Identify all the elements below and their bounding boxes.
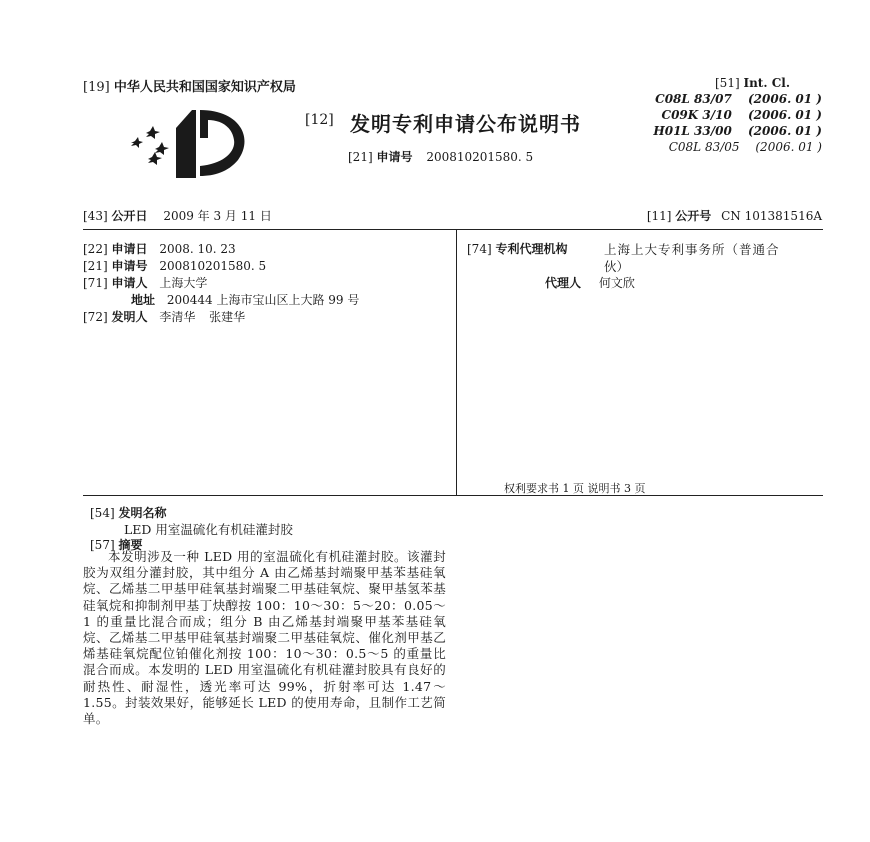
ipc-class-3 xyxy=(653,124,822,138)
ipc-date: (2006. 01 ) xyxy=(755,140,822,154)
ipc-date: (2006. 01 ) xyxy=(748,124,822,138)
office-line xyxy=(83,76,296,95)
office-name: 中华人民共和国国家知识产权局 xyxy=(113,80,296,95)
inventor-row xyxy=(83,308,245,325)
invention-title: LED 用室温硫化有机硅灌封胶 xyxy=(124,522,293,537)
ipc-code: C08L 83/07 xyxy=(655,92,732,106)
pub-no-label: 公开号 xyxy=(675,209,712,223)
title-code: [54] xyxy=(90,506,115,520)
filing-date-code: [22] xyxy=(83,242,108,256)
header-app-no xyxy=(348,148,533,165)
address-label: 地址 xyxy=(131,293,156,307)
pub-date-code: [43] xyxy=(83,209,108,223)
pub-date-line xyxy=(83,207,272,224)
header-app-no-label: 申请号 xyxy=(376,150,413,164)
applicant-value: 上海大学 xyxy=(159,276,208,290)
page-counts: 权利要求书 1 页 说明书 3 页 xyxy=(504,482,646,495)
ipc-class-2 xyxy=(662,108,822,122)
applicant-label: 申请人 xyxy=(111,276,148,290)
agent-label: 代理人 xyxy=(545,276,582,290)
office-code: [19] xyxy=(83,80,110,95)
applicant-code: [71] xyxy=(83,276,108,290)
ipc-class-4 xyxy=(669,140,822,154)
inventor-2: 张建华 xyxy=(209,310,246,324)
ipc-date: (2006. 01 ) xyxy=(748,92,822,106)
filing-date-row xyxy=(83,240,236,257)
inventor-1: 李清华 xyxy=(159,310,196,324)
agent-value: 何文欣 xyxy=(598,276,635,290)
agency-name-line1: 上海上大专利事务所（普通合 xyxy=(604,242,780,257)
app-no-row xyxy=(83,257,266,274)
address-row xyxy=(131,291,359,308)
bottom-rule xyxy=(83,495,823,496)
abstract-text: 本发明涉及一种 LED 用的室温硫化有机硅灌封胶。该灌封胶为双组分灌封胶，其中组分 A 由乙烯基封端聚甲基苯基硅氧烷、乙烯基二甲基甲硅氧基封端聚二甲基硅氧烷、聚甲基氢苯基硅氧烷和抑制剂甲基丁炔醇按 100：10～30：5～20：0.05～1 的重量比混合而成；组分 B 由乙烯基封端聚甲基苯基硅氧烷、乙烯基二甲基甲硅氧基封端聚二甲基硅氧烷、催化剂甲基乙烯基硅氧烷配位铂催化剂按 100：10～30：0.5～5 的重量比混合而成。本发明的 LED 用室温硫化有机硅灌封胶具有良好的耐热性、耐湿性，透光率可达 99%，折射率可达 1.47～1.55。封装效果好，能够延长 LED 的使用寿命，且制作工艺简单。 xyxy=(83,549,446,727)
abstract-code: [57] xyxy=(90,538,115,552)
top-rule xyxy=(83,229,823,230)
pub-no-value: CN 101381516A xyxy=(721,209,822,223)
cnipa-logo-icon xyxy=(128,108,256,182)
column-divider xyxy=(456,229,457,495)
ipc-code: H01L 33/00 xyxy=(653,124,732,138)
header-app-no-value: 200810201580. 5 xyxy=(426,150,534,164)
doc-type-title: 发明专利申请公布说明书 xyxy=(350,112,581,136)
applicant-row xyxy=(83,274,207,291)
pub-no-line xyxy=(647,207,822,224)
int-cl-label: Int. Cl. xyxy=(743,76,790,90)
ipc-code: C08L 83/05 xyxy=(668,140,740,154)
agency-name-line2: 伙） xyxy=(604,259,630,274)
title-label: 发明名称 xyxy=(118,506,167,520)
app-no-code: [21] xyxy=(83,259,108,273)
header-app-no-code: [21] xyxy=(348,150,373,164)
abstract-label: 摘要 xyxy=(118,538,143,552)
pub-no-code: [11] xyxy=(646,209,672,223)
filing-date-label: 申请日 xyxy=(111,242,148,256)
pub-date-value: 2009 年 3 月 11 日 xyxy=(163,209,272,223)
inventor-label: 发明人 xyxy=(111,310,148,324)
address-value: 200444 上海市宝山区上大路 99 号 xyxy=(166,293,360,307)
app-no-value: 200810201580. 5 xyxy=(159,259,267,273)
ipc-code: C09K 3/10 xyxy=(661,108,732,122)
app-no-label: 申请号 xyxy=(111,259,148,273)
ipc-date: (2006. 01 ) xyxy=(748,108,822,122)
title-heading xyxy=(90,504,166,521)
abstract-body xyxy=(83,549,446,727)
agency-label-row xyxy=(467,240,567,257)
filing-date-value: 2008. 10. 23 xyxy=(159,242,236,256)
doc-type-code: [12] xyxy=(305,112,334,128)
int-cl-heading xyxy=(715,76,790,90)
agency-label: 专利代理机构 xyxy=(495,242,568,256)
inventor-code: [72] xyxy=(83,310,108,324)
ipc-class-1 xyxy=(655,92,822,106)
int-cl-code: [51] xyxy=(715,76,740,90)
agency-code: [74] xyxy=(467,242,492,256)
agent-row xyxy=(545,274,635,291)
pub-date-label: 公开日 xyxy=(111,209,148,223)
